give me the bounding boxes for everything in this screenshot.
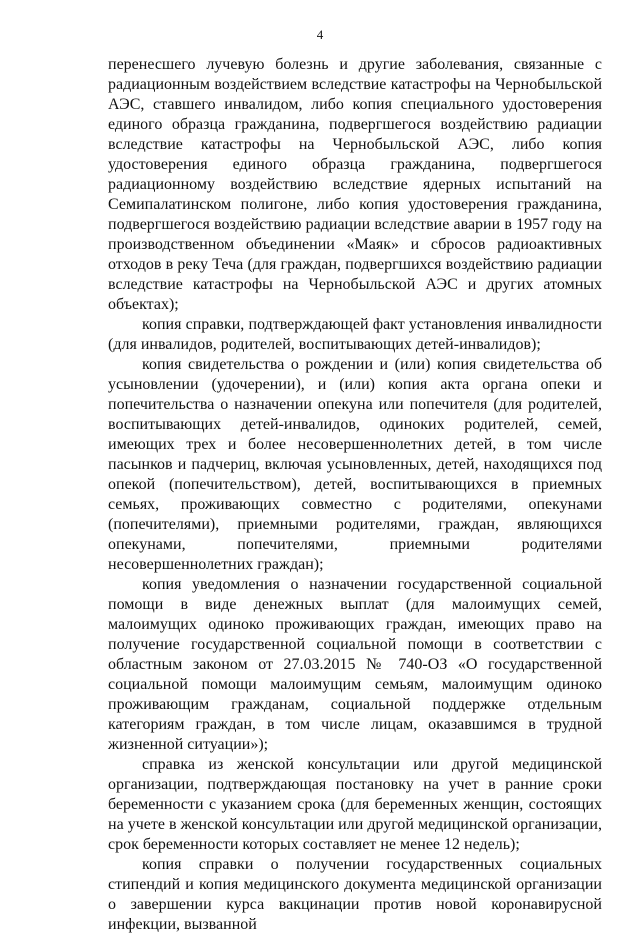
paragraph-pregnancy-certificate: справка из женской консультации или другой медицинской организации, подтверждающая постановку на учет в ранние сроки беременности с указанием срока (для беременных женщин, состоящих на учете в женской консультации или другой медицинской организации, срок беременности которых составляет не менее 12 недель); <box>108 756 602 853</box>
paragraph-continuation: перенесшего лучевую болезнь и другие заболевания, связанные с радиационным воздействием вследствие катастрофы на Чернобыльской АЭС, ставшего инвалидом, либо копия специального удостоверения единого образца гражданина, подвергшегося воздействию радиации вследствие катастрофы на Чернобыльской АЭС, либо копия удостоверения единого образца гражданина, подвергшегося радиационному воздействию вследствие ядерных испытаний на Семипалатинском полигоне, либо копия удостоверения гражданина, подвергшегося воздействию радиации вследствие аварии в 1957 году на производственном объединении «Маяк» и сбросов радиоактивных отходов в реку Теча (для граждан, подвергшихся воздействию радиации вследствие катастрофы на Чернобыльской АЭС и других атомных объектах); <box>108 56 602 313</box>
paragraph-disability-certificate: копия справки, подтверждающей факт установления инвалидности (для инвалидов, родителей, воспитывающих детей-инвалидов); <box>108 316 602 353</box>
paragraph-birth-certificate: копия свидетельства о рождении и (или) копия свидетельства об усыновлении (удочерении), и (или) копия акта органа опеки и попечительства о назначении опекуна или попечителя (для родителей, воспитывающих детей-инвалидов, одиноких родителей, семей, имеющих трех и более несовершеннолетних детей, в том числе пасынков и падчериц, включая усыновленных, детей, находящихся под опекой (попечительством), детей, воспитывающихся в приемных семьях, проживающих совместно с родителями, опекунами (попечителями), приемными родителями, граждан, являющихся опекунами, попечителями, приемными родителями несовершеннолетних граждан); <box>108 356 602 573</box>
paragraph-social-assistance-notice: копия уведомления о назначении государственной социальной помощи в виде денежных выплат (для малоимущих семей, малоимущих одиноко проживающих граждан, имеющих право на получение государственной социальной помощи в соответствии с областным законом от 27.03.2015 № 740-ОЗ «О государственной социальной помощи малоимущим семьям, малоимущим одиноко проживающим гражданам, социальной поддержке отдельным категориям граждан, в том числе лицам, оказавшимся в трудной жизненной ситуации»); <box>108 576 602 753</box>
paragraph-stipend-certificate: копия справки о получении государственных социальных стипендий и копия медицинского документа медицинской организации о завершении курса вакцинации против новой коронавирусной инфекции, вызванной <box>108 856 602 933</box>
page-number: 4 <box>316 27 324 42</box>
document-body <box>108 55 602 935</box>
